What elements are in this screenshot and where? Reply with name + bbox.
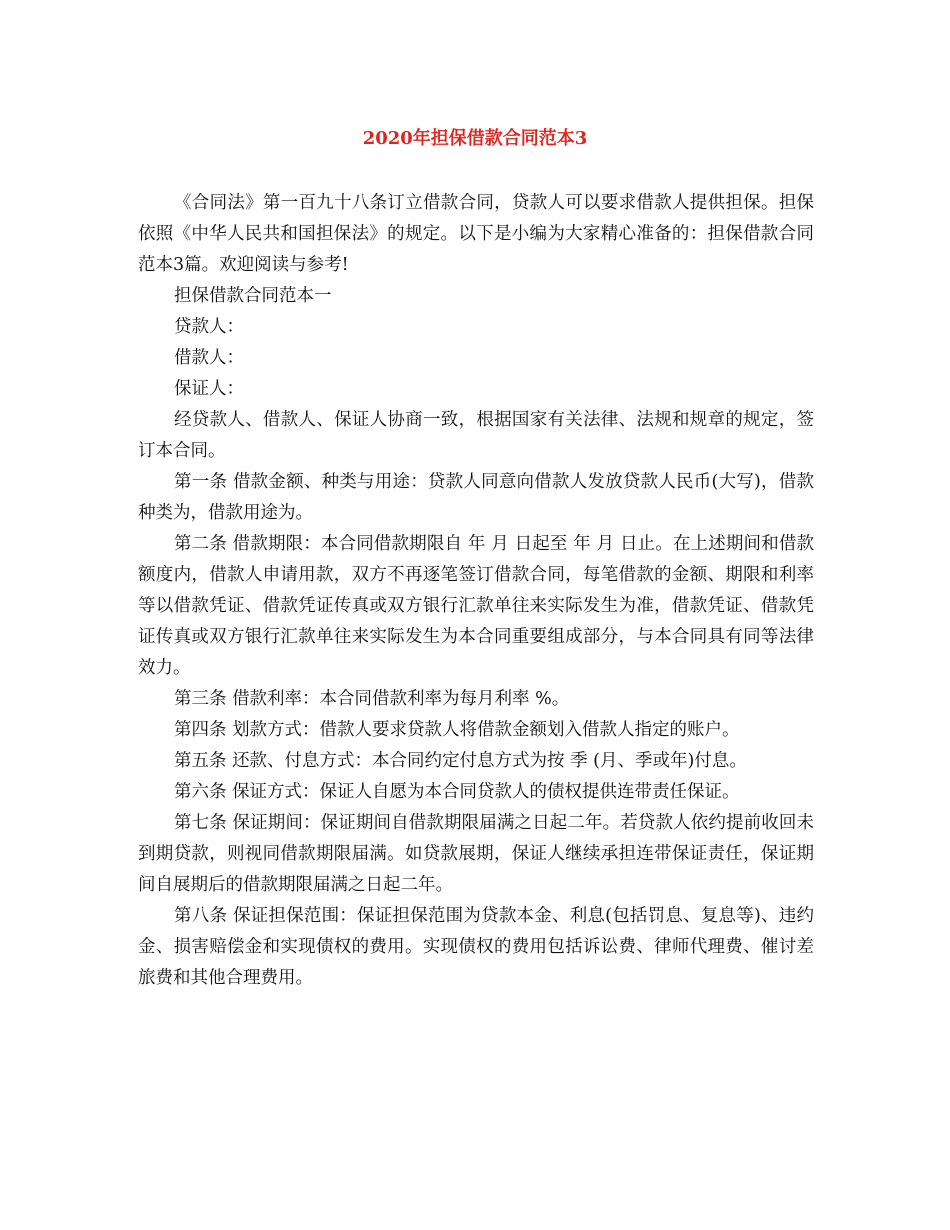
paragraph-lender: 贷款人： — [174, 317, 244, 337]
paragraph-article-5: 第五条 还款、付息方式：本合同约定付息方式为按 季 (月、季或年)付息。 — [174, 751, 747, 771]
paragraph-section-heading: 担保借款合同范本一 — [174, 286, 332, 306]
paragraph-article-7: 第七条 保证期间：保证期间自借款期限届满之日起二年。若贷款人依约提前收回未到期贷款，则视同借款期限届满。如贷款展期，保证人继续承担连带保证责任，保证期间自展期后的借款期限届满之日起二年。 — [138, 813, 814, 895]
paragraph-article-3: 第三条 借款利率：本合同借款利率为每月利率 %。 — [174, 689, 570, 709]
paragraph-article-8: 第八条 保证担保范围：保证担保范围为贷款本金、利息(包括罚息、复息等)、违约金、损害赔偿金和实现债权的费用。实现债权的费用包括诉讼费、律师代理费、催讨差旅费和其他合理费用。 — [138, 906, 814, 988]
paragraph-borrower: 借款人： — [174, 348, 244, 368]
document-title: 2020年担保借款合同范本3 — [362, 128, 588, 149]
document-body — [138, 188, 814, 994]
paragraph-article-4: 第四条 划款方式：借款人要求贷款人将借款金额划入借款人指定的账户。 — [174, 720, 740, 740]
paragraph-article-2: 第二条 借款期限：本合同借款期限自 年 月 日起至 年 月 日止。在上述期间和借款额度内，借款人申请用款，双方不再逐笔签订借款合同，每笔借款的金额、期限和利率等以借款凭证、借款凭证传真或双方银行汇款单往来实际发生为准，借款凭证、借款凭证传真或双方银行汇款单往来实际发生为本合同重要组成部分，与本合同具有同等法律效力。 — [138, 534, 814, 678]
paragraph-article-1: 第一条 借款金额、种类与用途：贷款人同意向借款人发放贷款人民币(大写)，借款种类为，借款用途为。 — [138, 472, 814, 523]
paragraph-article-6: 第六条 保证方式：保证人自愿为本合同贷款人的债权提供连带责任保证。 — [174, 782, 740, 802]
paragraph-guarantor: 保证人： — [174, 379, 244, 399]
paragraph-intro: 《合同法》第一百九十八条订立借款合同，贷款人可以要求借款人提供担保。担保依照《中华人民共和国担保法》的规定。以下是小编为大家精心准备的：担保借款合同范本3篇。欢迎阅读与参考! — [138, 193, 814, 275]
paragraph-agreement: 经贷款人、借款人、保证人协商一致，根据国家有关法律、法规和规章的规定，签订本合同。 — [138, 410, 814, 461]
